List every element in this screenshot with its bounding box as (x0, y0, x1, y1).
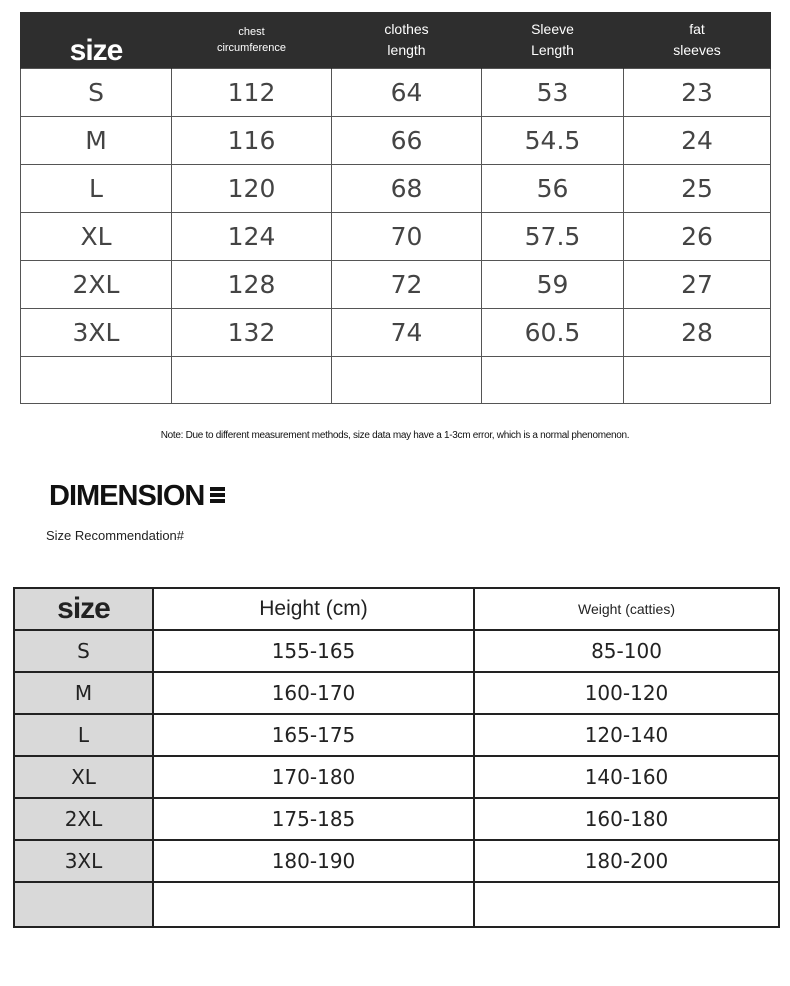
cell-weight: 160-180 (474, 798, 779, 840)
table-row (14, 798, 779, 840)
cell-sleeve: 60.5 (482, 309, 624, 357)
cell-length: 70 (332, 213, 482, 261)
recommend-header-row (14, 588, 779, 630)
measurement-note: Note: Due to different measurement methods, size data may have a 1-3cm error, which is a normal phenomenon. (160, 430, 630, 441)
cell-chest: 112 (172, 69, 332, 117)
cell-size: XL (14, 756, 153, 798)
cell-weight: 120-140 (474, 714, 779, 756)
table-row (14, 630, 779, 672)
cell-chest: 124 (172, 213, 332, 261)
cell-height: 155-165 (153, 630, 474, 672)
cell-weight: 140-160 (474, 756, 779, 798)
cell-chest: 132 (172, 309, 332, 357)
cell-fat-sleeves: 26 (624, 213, 771, 261)
dimension-title: DIMENSION (49, 480, 205, 512)
cell-weight: 85-100 (474, 630, 779, 672)
cell-chest: 120 (172, 165, 332, 213)
table-row-empty (21, 357, 771, 404)
cell-sleeve: 54.5 (482, 117, 624, 165)
cell-length: 72 (332, 261, 482, 309)
cell-fat-sleeves: 23 (624, 69, 771, 117)
table-row-empty (14, 882, 779, 927)
cell-height: 180-190 (153, 840, 474, 882)
cell-size: M (21, 117, 172, 165)
cell-weight: 100-120 (474, 672, 779, 714)
cell-length: 66 (332, 117, 482, 165)
table-row (21, 261, 771, 309)
table-row (14, 714, 779, 756)
cell-size: 2XL (14, 798, 153, 840)
menu-bars-icon (210, 485, 225, 505)
cell-size: 3XL (14, 840, 153, 882)
table-row (21, 309, 771, 357)
cell-size: L (14, 714, 153, 756)
cell-sleeve: 56 (482, 165, 624, 213)
size-chart-header-row (21, 12, 771, 69)
cell-length: 74 (332, 309, 482, 357)
dimension-heading (49, 480, 225, 513)
cell-weight: 180-200 (474, 840, 779, 882)
cell-sleeve: 57.5 (482, 213, 624, 261)
size-recommendation-label: Size Recommendation# (46, 528, 185, 543)
table-row (14, 756, 779, 798)
header-size: size (21, 12, 172, 69)
cell-size: 3XL (21, 309, 172, 357)
cell-fat-sleeves: 24 (624, 117, 771, 165)
cell-size: S (14, 630, 153, 672)
header-size: size (14, 588, 153, 630)
header-weight: Weight (catties) (474, 588, 779, 630)
table-row (14, 672, 779, 714)
header-sleeve-length: Sleeve Length (482, 12, 624, 69)
cell-fat-sleeves: 25 (624, 165, 771, 213)
header-chest-circumference: chest circumference (172, 12, 332, 69)
table-row (21, 213, 771, 261)
header-fat-sleeves: fat sleeves (624, 12, 771, 69)
cell-length: 68 (332, 165, 482, 213)
cell-sleeve: 59 (482, 261, 624, 309)
table-row (21, 117, 771, 165)
cell-length: 64 (332, 69, 482, 117)
cell-size: S (21, 69, 172, 117)
cell-size: M (14, 672, 153, 714)
cell-height: 170-180 (153, 756, 474, 798)
header-height: Height (cm) (153, 588, 474, 630)
size-chart-table (20, 12, 771, 404)
header-clothes-length: clothes length (332, 12, 482, 69)
cell-size: L (21, 165, 172, 213)
cell-fat-sleeves: 27 (624, 261, 771, 309)
cell-size: XL (21, 213, 172, 261)
cell-height: 165-175 (153, 714, 474, 756)
cell-sleeve: 53 (482, 69, 624, 117)
size-recommendation-table (13, 587, 780, 928)
cell-height: 160-170 (153, 672, 474, 714)
cell-chest: 128 (172, 261, 332, 309)
table-row (21, 69, 771, 117)
cell-size: 2XL (21, 261, 172, 309)
cell-height: 175-185 (153, 798, 474, 840)
table-row (14, 840, 779, 882)
cell-fat-sleeves: 28 (624, 309, 771, 357)
table-row (21, 165, 771, 213)
cell-chest: 116 (172, 117, 332, 165)
